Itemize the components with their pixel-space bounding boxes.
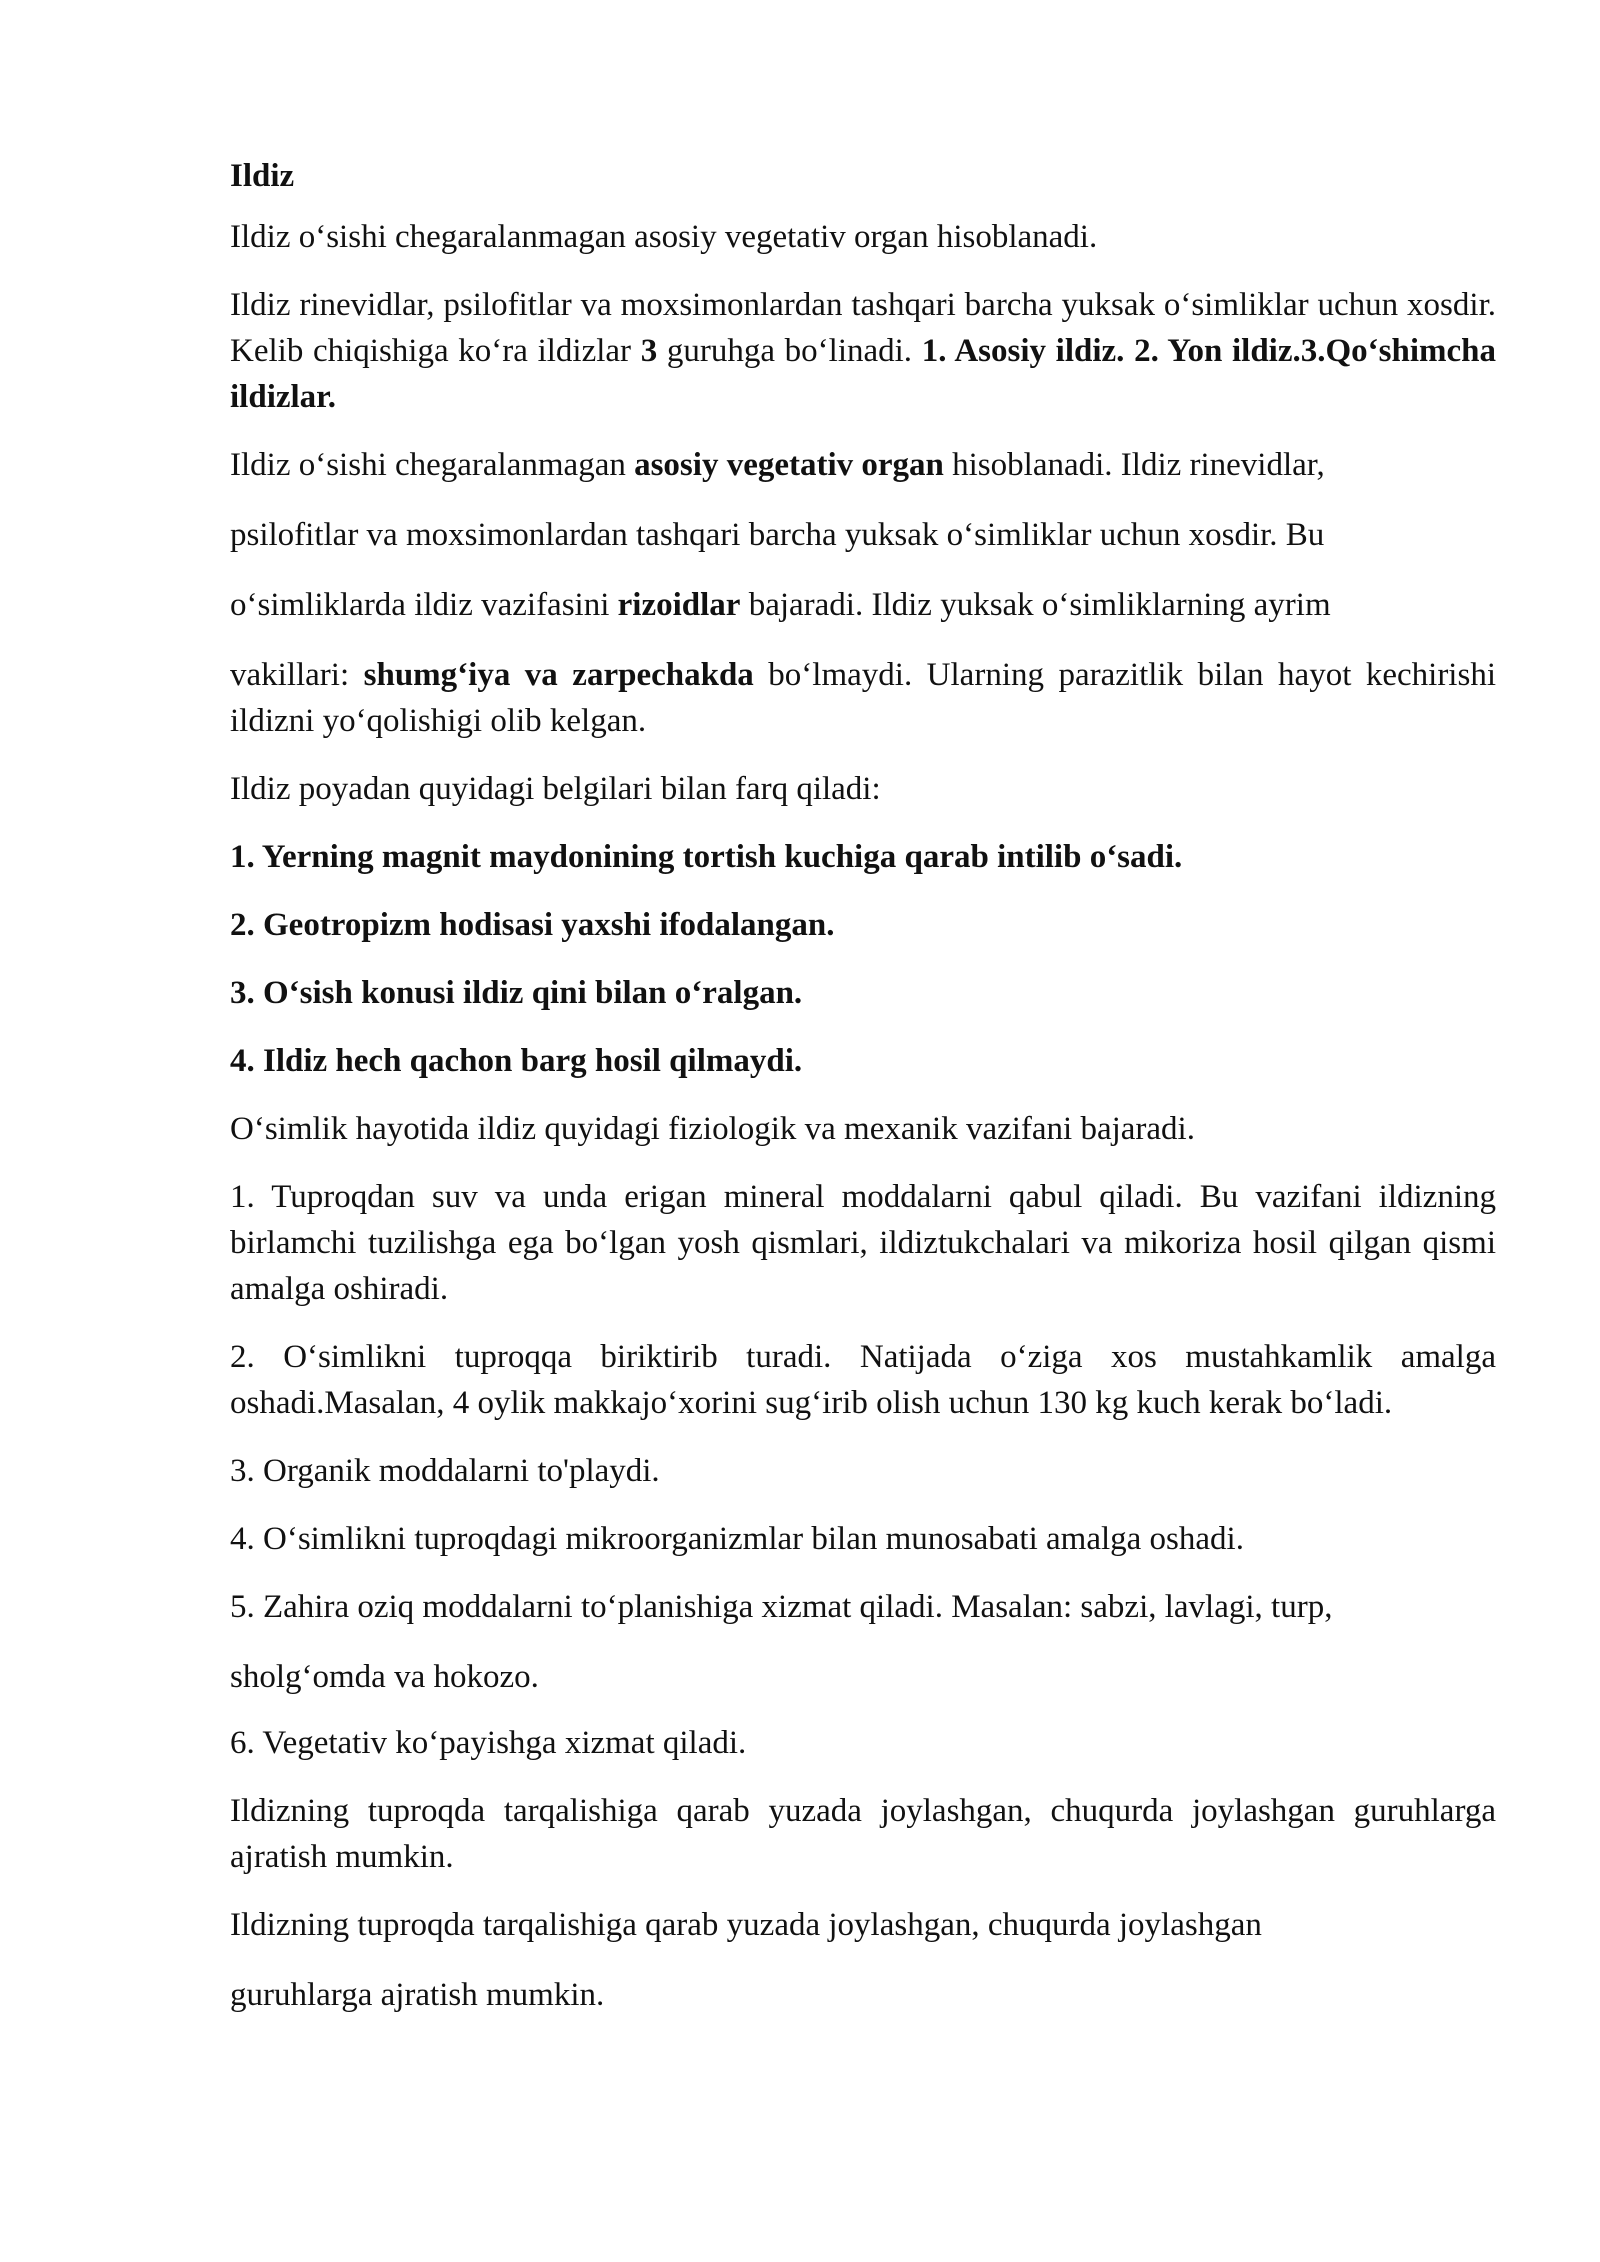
function-item: 3. Organik moddalarni to'playdi. [230,1453,660,1489]
bold-span: asosiy vegetativ organ [634,447,944,483]
feature-item: 3. O‘sish konusi ildiz qini bilan o‘ralgan. [230,975,803,1011]
bold-span: shumg‘iya va zarpechakda [363,657,754,693]
paragraph-line: guruhlarga ajratish mumkin. [230,1977,605,2013]
document-title: Ildiz [230,158,295,194]
feature-item: 1. Yerning magnit maydonining tortish kuchiga qarab intilib o‘sadi. [230,839,1183,875]
function-item: 2. O‘simlikni tuproqqa biriktirib turadi. Natijada o‘ziga xos mustahkamlik amalga oshadi.Masalan, 4 oylik makkajo‘xorini sug‘irib olish uchun 130 kg kuch kerak bo‘ladi. [230,1339,1496,1421]
paragraph-line: Ildizning tuproqda tarqalishiga qarab yuzada joylashgan, chuqurda joylashgan [230,1907,1262,1943]
bold-span: rizoidlar [617,587,741,623]
text-span: hisoblanadi. Ildiz rinevidlar, [943,447,1325,483]
difference-heading: Ildiz poyadan quyidagi belgilari bilan farq qiladi: [230,771,881,807]
text-span: guruhga bo‘linadi. [657,333,922,369]
paragraph-line [230,652,1496,744]
paragraph-line [230,570,1496,640]
intro-paragraph: Ildiz o‘sishi chegaralanmagan asosiy vegetativ organ hisoblanadi. [230,219,1098,255]
text-span: bajaradi. Ildiz yuksak o‘simliklarning ayrim [740,587,1331,623]
distribution-paragraph: Ildizning tuproqda tarqalishiga qarab yuzada joylashgan, chuqurda joylashgan guruhlarga ajratish mumkin. [230,1793,1496,1875]
text-span: bo‘lmaydi. Ularning parazitlik bilan hayot kechirishi ildizni yo‘qolishigi olib kelgan. [230,657,1496,739]
document-page [230,150,1496,2030]
feature-item: 2. Geotropizm hodisasi yaxshi ifodalangan. [230,907,835,943]
distribution-paragraph-repeat [230,1890,1496,2030]
text-span: Ildiz o‘sishi chegaralanmagan [230,447,635,483]
feature-item: 4. Ildiz hech qachon barg hosil qilmaydi. [230,1043,803,1079]
bold-span: 1. Asosiy ildiz. 2. Yon ildiz.3.Qo‘shimcha ildizlar. [230,333,1496,415]
function-item: 1. Tuproqdan suv va unda erigan mineral moddalarni qabul qiladi. Bu vazifani ildizning birlamchi tuzilishga ega bo‘lgan yosh qismlari, ildiztukchalari va mikoriza hosil qilgan qismi amalga oshiradi. [230,1179,1496,1307]
paragraph-line [230,430,1496,500]
text-span: vakillari: [230,657,364,693]
text-span: Ildiz rinevidlar, psilofitlar va moxsimonlardan tashqari barcha yuksak o‘simliklar uchun xosdir. Kelib chiqishiga ko‘ra ildizlar [230,287,1496,369]
text-span: o‘simliklarda ildiz vazifasini [230,587,618,623]
root-groups-paragraph [230,282,1496,420]
functions-heading: O‘simlik hayotida ildiz quyidagi fiziologik va mexanik vazifani bajaradi. [230,1111,1195,1147]
function-item [230,1572,1496,1712]
paragraph-line: 5. Zahira oziq moddalarni to‘planishiga xizmat qiladi. Masalan: sabzi, lavlagi, turp, [230,1589,1333,1625]
vegetative-organ-paragraph [230,430,1496,744]
paragraph-line: psilofitlar va moxsimonlardan tashqari barcha yuksak o‘simliklar uchun xosdir. Bu [230,517,1325,553]
bold-span: 3 [640,333,658,369]
function-item: 6. Vegetativ ko‘payishga xizmat qiladi. [230,1725,747,1761]
function-item: 4. O‘simlikni tuproqdagi mikroorganizmlar bilan munosabati amalga oshadi. [230,1521,1244,1557]
paragraph-line: sholg‘omda va hokozo. [230,1659,539,1695]
